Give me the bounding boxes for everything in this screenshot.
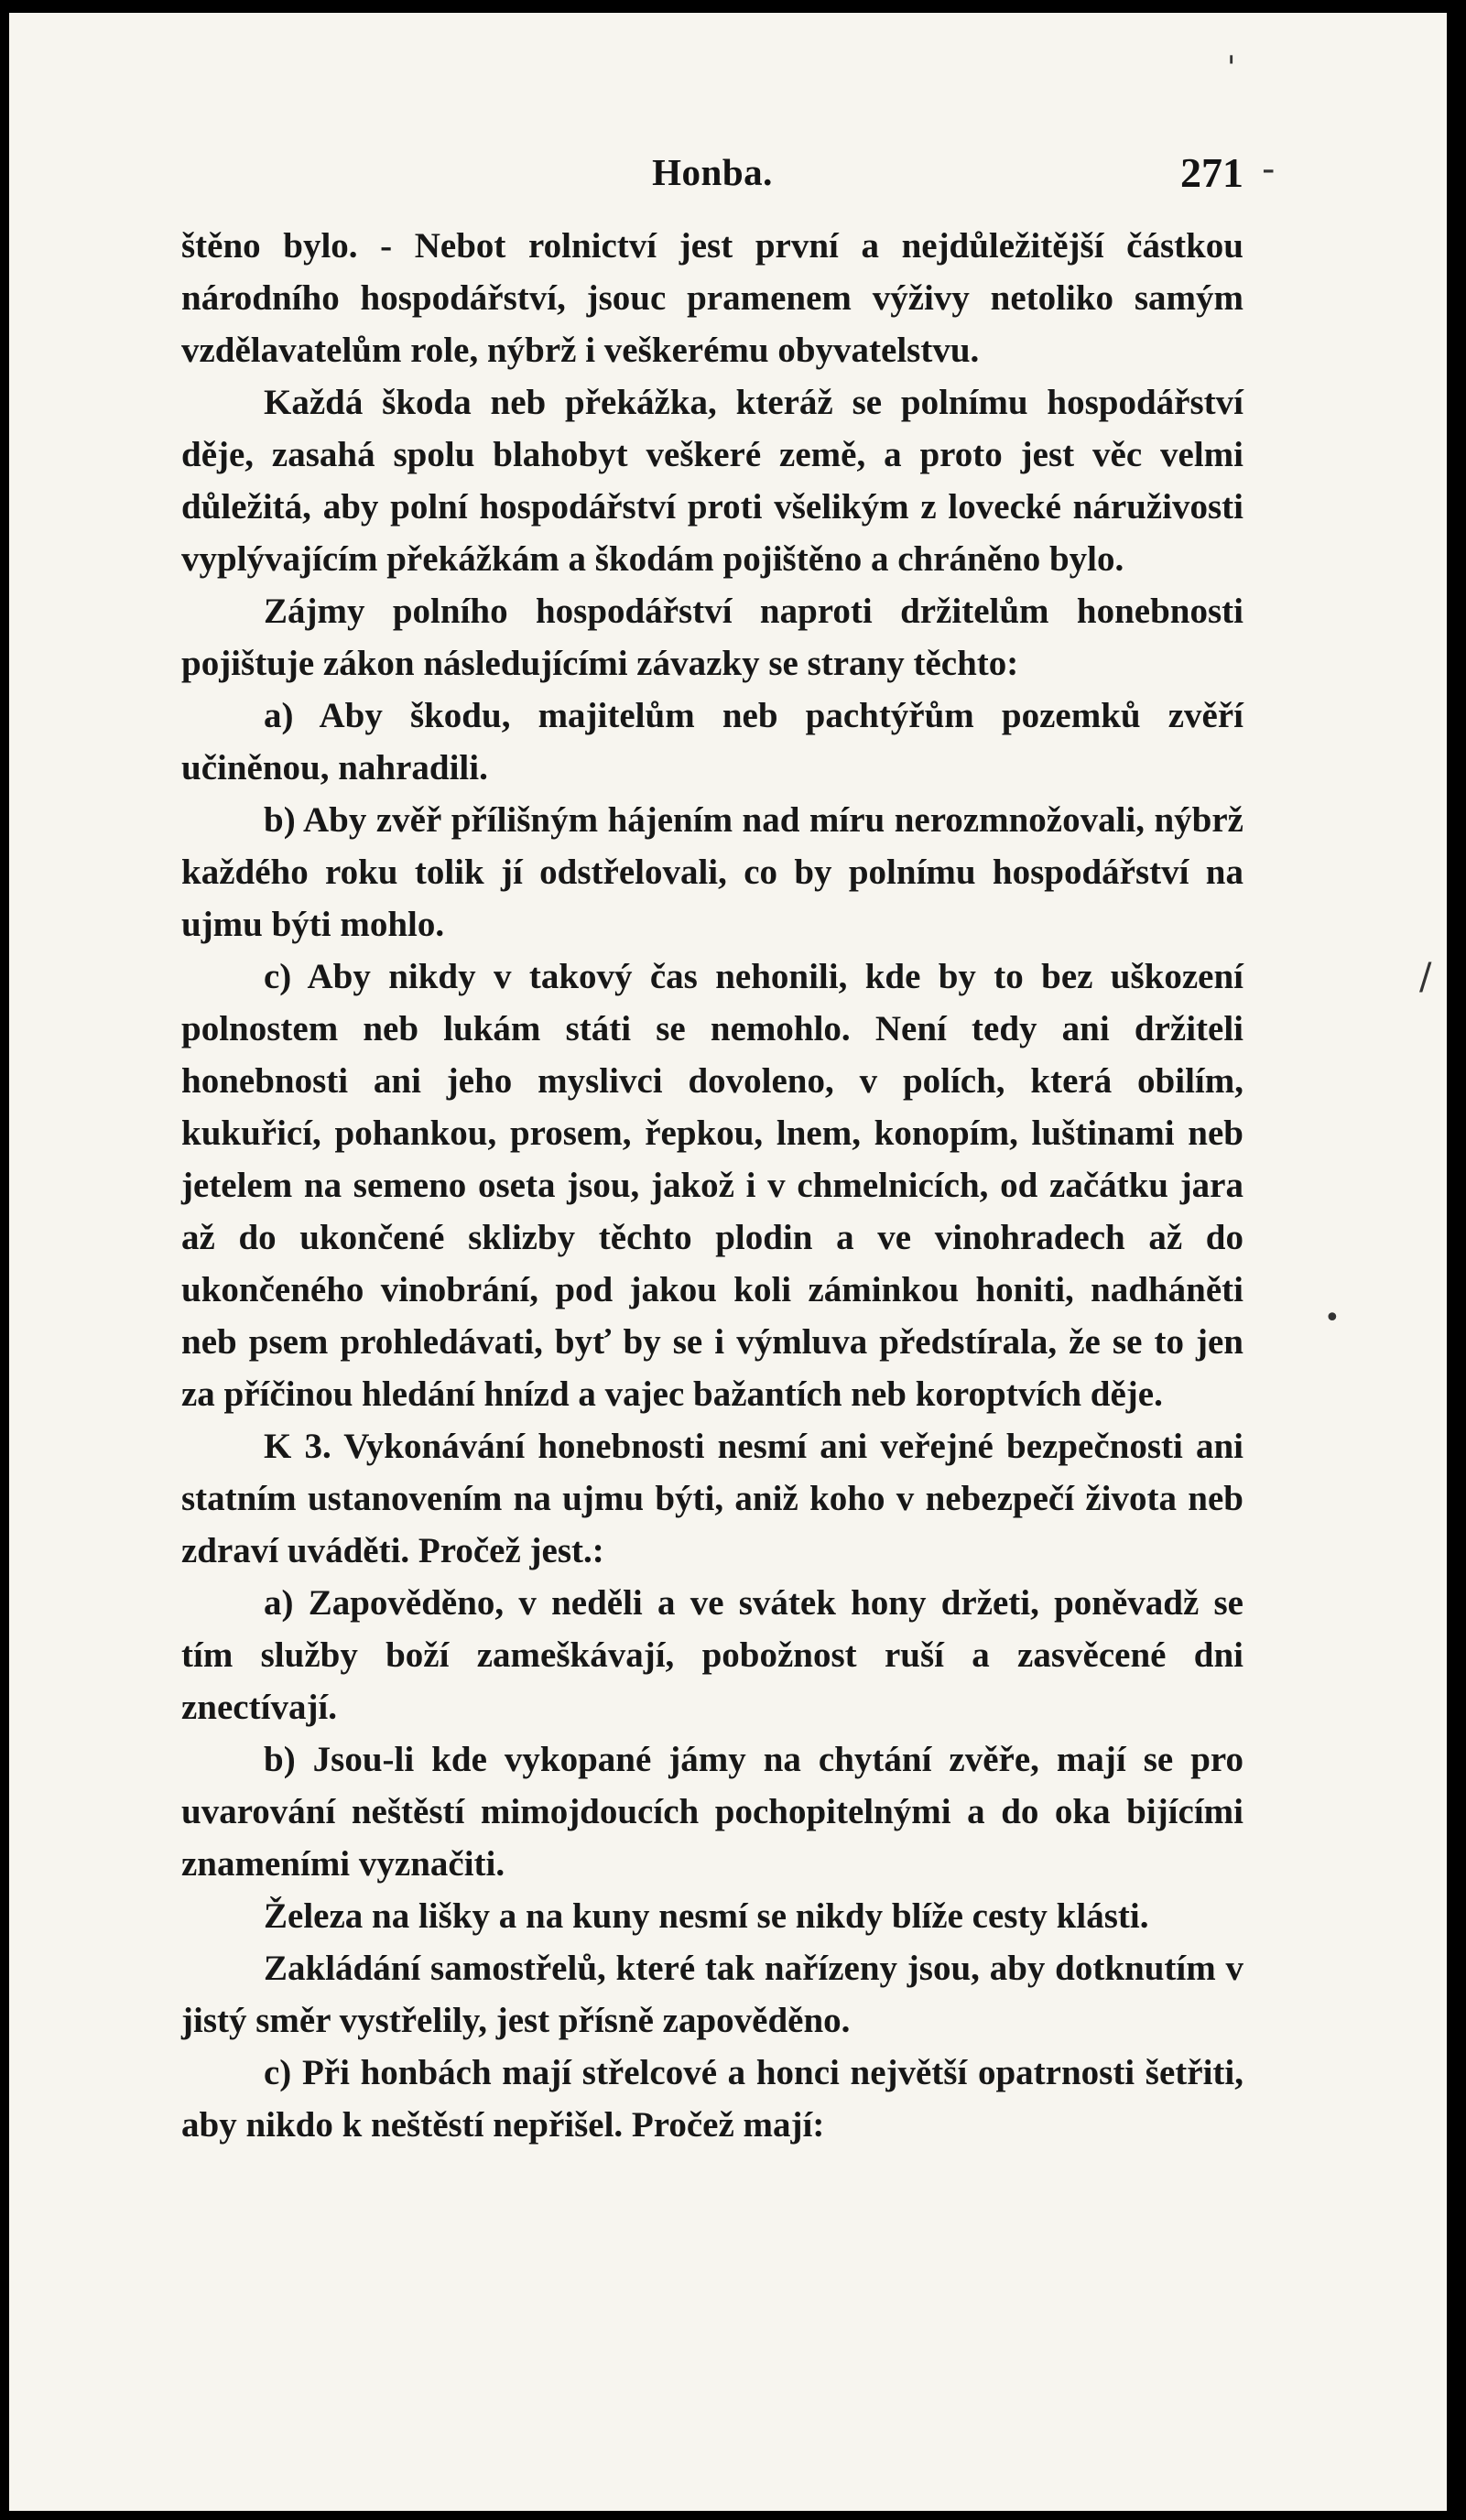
margin-dot-mark: • — [1324, 1302, 1341, 1334]
margin-quote-mark: ' — [1227, 49, 1236, 86]
margin-dash-mark: - — [1262, 148, 1276, 190]
paragraph: Každá škoda neb překážka, kteráž se polnímu hospodářství děje, zasahá spolu blahobyt veškeré země, a proto jest věc velmi důležitá, aby polní hospodářství proti všelikým z lovecké náruživosti vyplývajícím překážkám a škodám pojištěno a chráněno bylo. — [181, 383, 1243, 579]
section-paragraph: K 3. Vykonávání honebnosti nesmí ani veřejné bezpečnosti ani statním ustanovením na ujmu býti, aniž koho v nebezpečí života neb zdraví uváděti. Pročež jest.: — [181, 1427, 1243, 1570]
paragraph: štěno bylo. - Nebot rolnictví jest první a nejdůležitější částkou národního hospodářství, jsouc pramenem výživy netoliko samým vzdělavatelům role, nýbrž i veškerému obyvatelstvu. — [181, 226, 1243, 370]
paragraph: Zájmy polního hospodářství naproti držitelům honebnosti pojištuje zákon následujícími závazky se strany těchto: — [181, 592, 1243, 683]
list-item-a: a) Aby škodu, majitelům neb pachtýřům pozemků zvěří učiněnou, nahradili. — [181, 696, 1243, 788]
running-title: Honba. — [652, 151, 773, 193]
list-item-a: a) Zapověděno, v neděli a ve svátek hony držeti, poněvadž se tím služby boží zameškávají, pobožnost ruší a zasvěcené dni znectívají. — [181, 1583, 1243, 1727]
paragraph: Zakládání samostřelů, které tak nařízeny jsou, aby dotknutím v jistý směr vystřelily, jest přísně zapověděno. — [181, 1949, 1243, 2040]
page-header — [181, 148, 1243, 203]
paragraph: Železa na lišky a na kuny nesmí se nikdy blíže cesty klásti. — [264, 1896, 1149, 1936]
book-page — [9, 13, 1447, 2511]
margin-paren-mark: / — [1419, 956, 1432, 998]
list-item-b: b) Jsou-li kde vykopané jámy na chytání zvěře, mají se pro uvarování neštěstí mimojdoucích pochopitelnými a do oka bijícími znameními vyznačiti. — [181, 1740, 1243, 1884]
body-text — [181, 220, 1243, 2151]
list-item-b: b) Aby zvěř přílišným hájením nad míru nerozmnožovali, nýbrž každého roku tolik jí odstřelovali, co by polnímu hospodářství na ujmu býti mohlo. — [181, 800, 1243, 944]
list-item-c: c) Při honbách mají střelcové a honci největší opatrnosti šetřiti, aby nikdo k neštěstí nepřišel. Pročež mají: — [181, 2053, 1243, 2145]
page-number: 271 — [1180, 149, 1243, 196]
list-item-c: c) Aby nikdy v takový čas nehonili, kde by to bez uškození polnostem neb lukám státi se nemohlo. Není tedy ani držiteli honebnosti ani jeho myslivci dovoleno, v polích, která obilím, kukuřicí, pohankou, prosem, řepkou, lnem, konopím, luštinami neb jetelem na semeno oseta jsou, jakož i v chmelnicích, od začátku jara až do ukončené sklizby těchto plodin a ve vinohradech až do ukončeného vinobrání, pod jakou koli záminkou honiti, nadháněti neb psem prohledávati, byť by se i výmluva předstírala, že se to jen za příčinou hledání hnízd a vajec bažantích neb koroptvích děje. — [181, 957, 1243, 1414]
